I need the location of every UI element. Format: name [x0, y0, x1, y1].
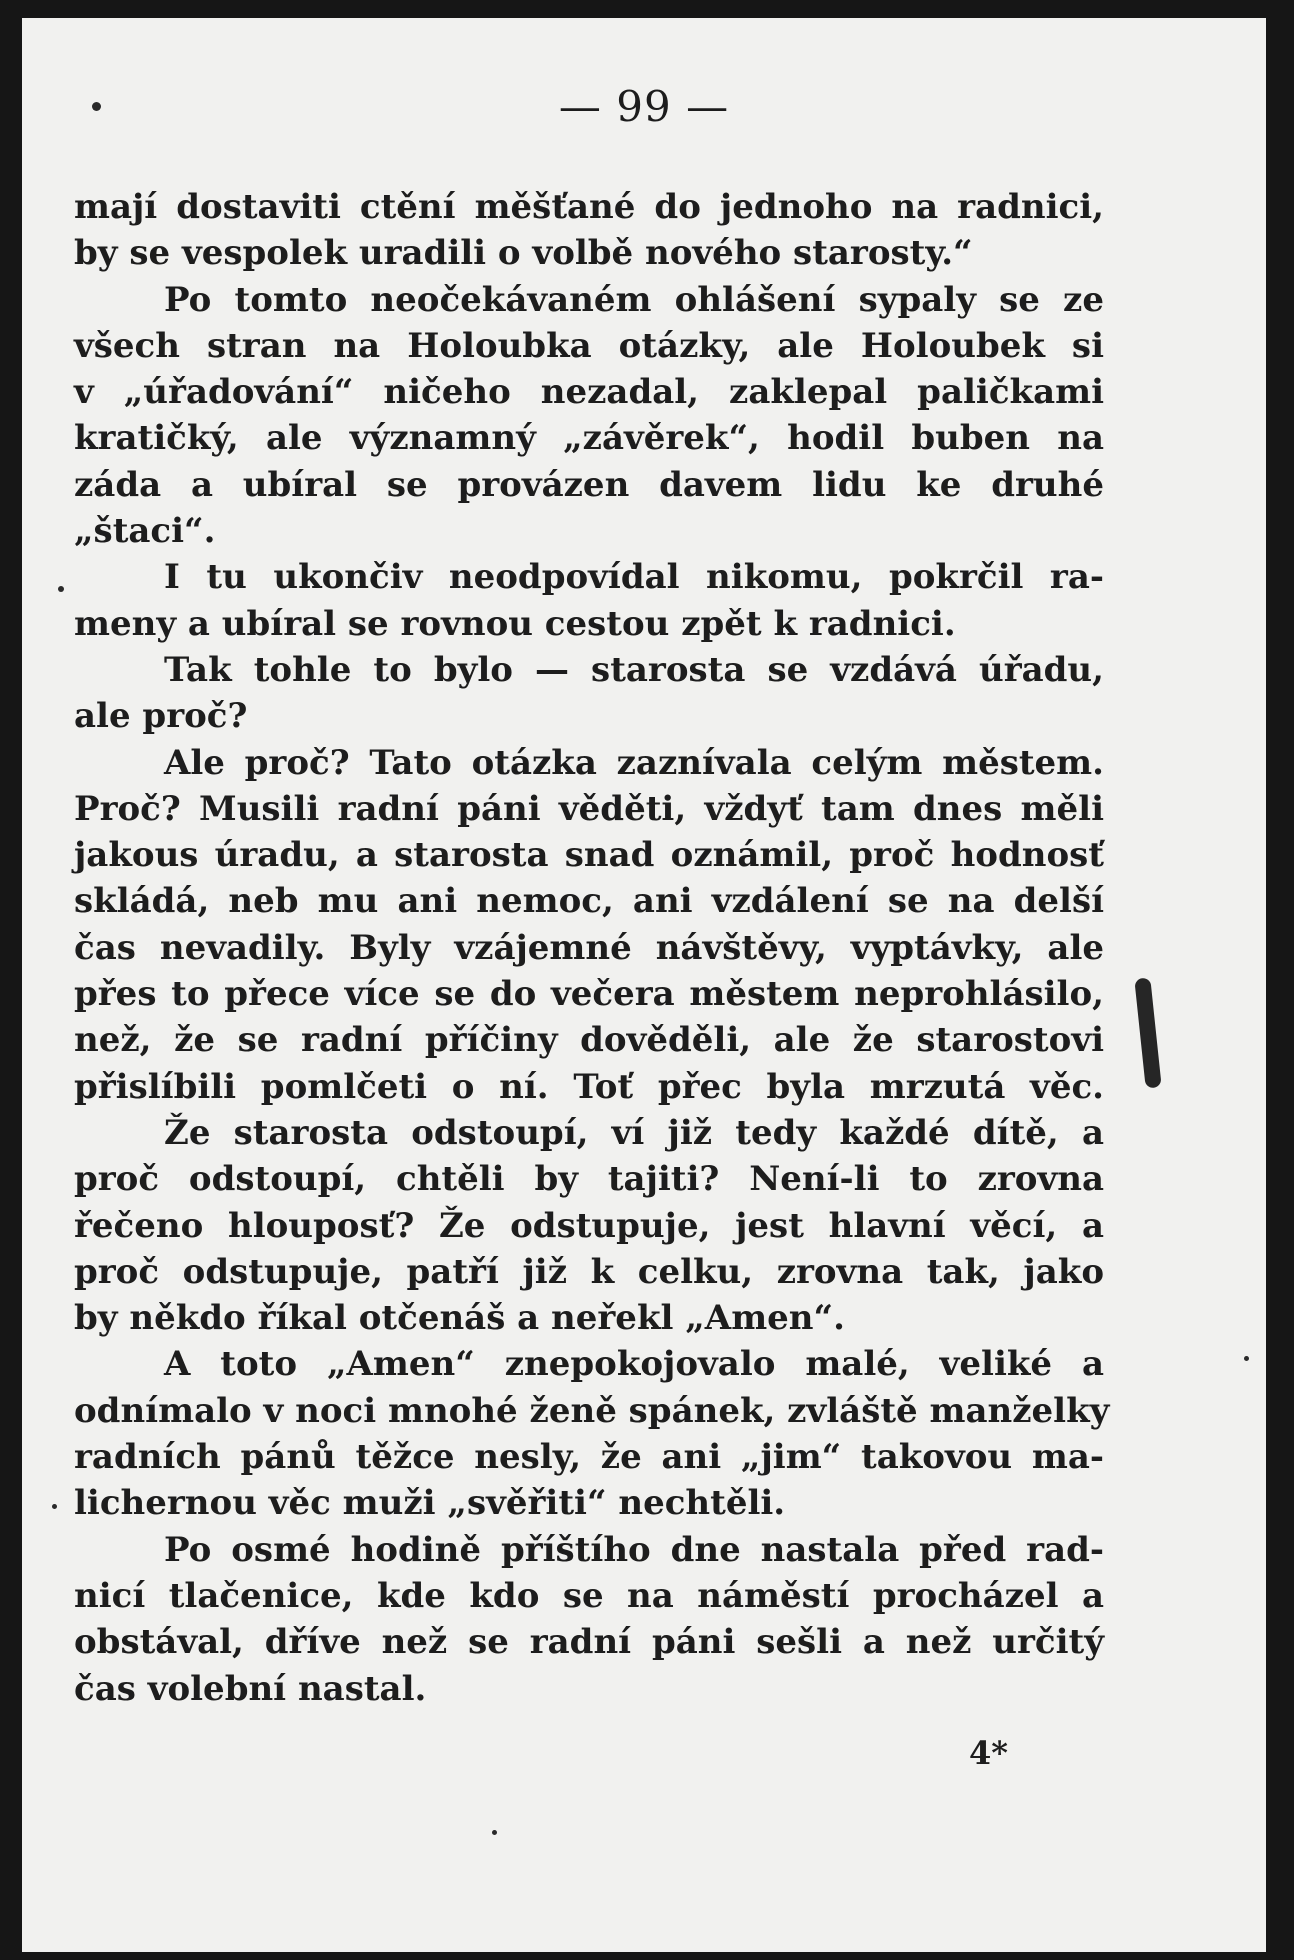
ink-speck [1244, 1356, 1249, 1361]
ink-speck [492, 1830, 497, 1835]
text-line: Tak tohle to bylo — starosta se vzdává úřadu, [164, 649, 1104, 690]
text-line: by někdo říkal otčenáš a neřekl „Amen“. [74, 1298, 845, 1339]
text-line: lichernou věc muži „svěřiti“ nechtěli. [74, 1483, 786, 1524]
text-line: čas volební nastal. [74, 1668, 427, 1709]
scanned-page [22, 18, 1266, 1952]
text-line: záda a ubíral se provázen davem lidu ke druhé [74, 464, 1104, 505]
signature-mark: 4* [969, 1734, 1008, 1772]
ink-speck [92, 102, 101, 111]
body-text [74, 184, 1110, 1712]
text-line: proč odstupuje, patří již k celku, zrovna tak, jako [74, 1251, 1104, 1292]
text-line: řečeno hlouposť? Že odstupuje, jest hlavní věcí, a [74, 1205, 1104, 1246]
text-line: proč odstoupí, chtěli by tajiti? Není-li to zrovna [74, 1159, 1104, 1200]
text-line: ale proč? [74, 696, 248, 737]
page-number: — 99 — [558, 82, 730, 131]
text-line: A toto „Amen“ znepokojovalo malé, veliké a [164, 1344, 1104, 1385]
text-line: jakous úradu, a starosta snad oznámil, proč hodnosť [74, 835, 1104, 876]
text-line: obstával, dříve než se radní páni sešli a než určitý [74, 1622, 1104, 1663]
text-line: Že starosta odstoupí, ví již tedy každé dítě, a [164, 1112, 1104, 1153]
text-line: kratičký, ale významný „závěrek“, hodil buben na [74, 418, 1104, 459]
text-line: v „úřadování“ ničeho nezadal, zaklepal paličkami [74, 372, 1104, 413]
text-line: „štaci“. [74, 511, 216, 552]
ink-smudge [1134, 977, 1161, 1088]
text-line: přislíbili pomlčeti o ní. Toť přec byla mrzutá věc. [74, 1066, 1104, 1107]
text-line: než, že se radní příčiny dověděli, ale že starostovi [74, 1020, 1104, 1061]
text-line: radních pánů těžce nesly, že ani „jim“ takovou ma- [74, 1437, 1104, 1478]
text-line: meny a ubíral se rovnou cestou zpět k radnici. [74, 603, 956, 644]
text-line: mají dostaviti ctění měšťané do jednoho na radnici, [74, 187, 1104, 227]
text-line: odnímalo v noci mnohé ženě spánek, zvláště manželky [74, 1390, 1110, 1431]
text-line: Po tomto neočekávaném ohlášení sypaly se ze [164, 279, 1104, 320]
text-line: by se vespolek uradili o volbě nového starosty.“ [74, 233, 973, 274]
ink-speck [58, 586, 64, 592]
text-line: I tu ukončiv neodpovídal nikomu, pokrčil ra- [164, 557, 1104, 598]
text-line: Proč? Musili radní páni věděti, vždyť tam dnes měli [74, 788, 1104, 829]
text-line: nicí tlačenice, kde kdo se na náměstí procházel a [74, 1575, 1104, 1616]
text-line: přes to přece více se do večera městem neprohlásilo, [74, 974, 1104, 1015]
text-line: skládá, neb mu ani nemoc, ani vzdálení se na delší [74, 881, 1104, 922]
ink-speck [52, 1504, 57, 1509]
text-line: Po osmé hodině příštího dne nastala před rad- [164, 1529, 1104, 1570]
text-line: čas nevadily. Byly vzájemné návštěvy, vyptávky, ale [74, 927, 1104, 968]
text-line: všech stran na Holoubka otázky, ale Holoubek si [74, 325, 1104, 366]
text-line: Ale proč? Tato otázka zaznívala celým městem. [164, 742, 1104, 783]
